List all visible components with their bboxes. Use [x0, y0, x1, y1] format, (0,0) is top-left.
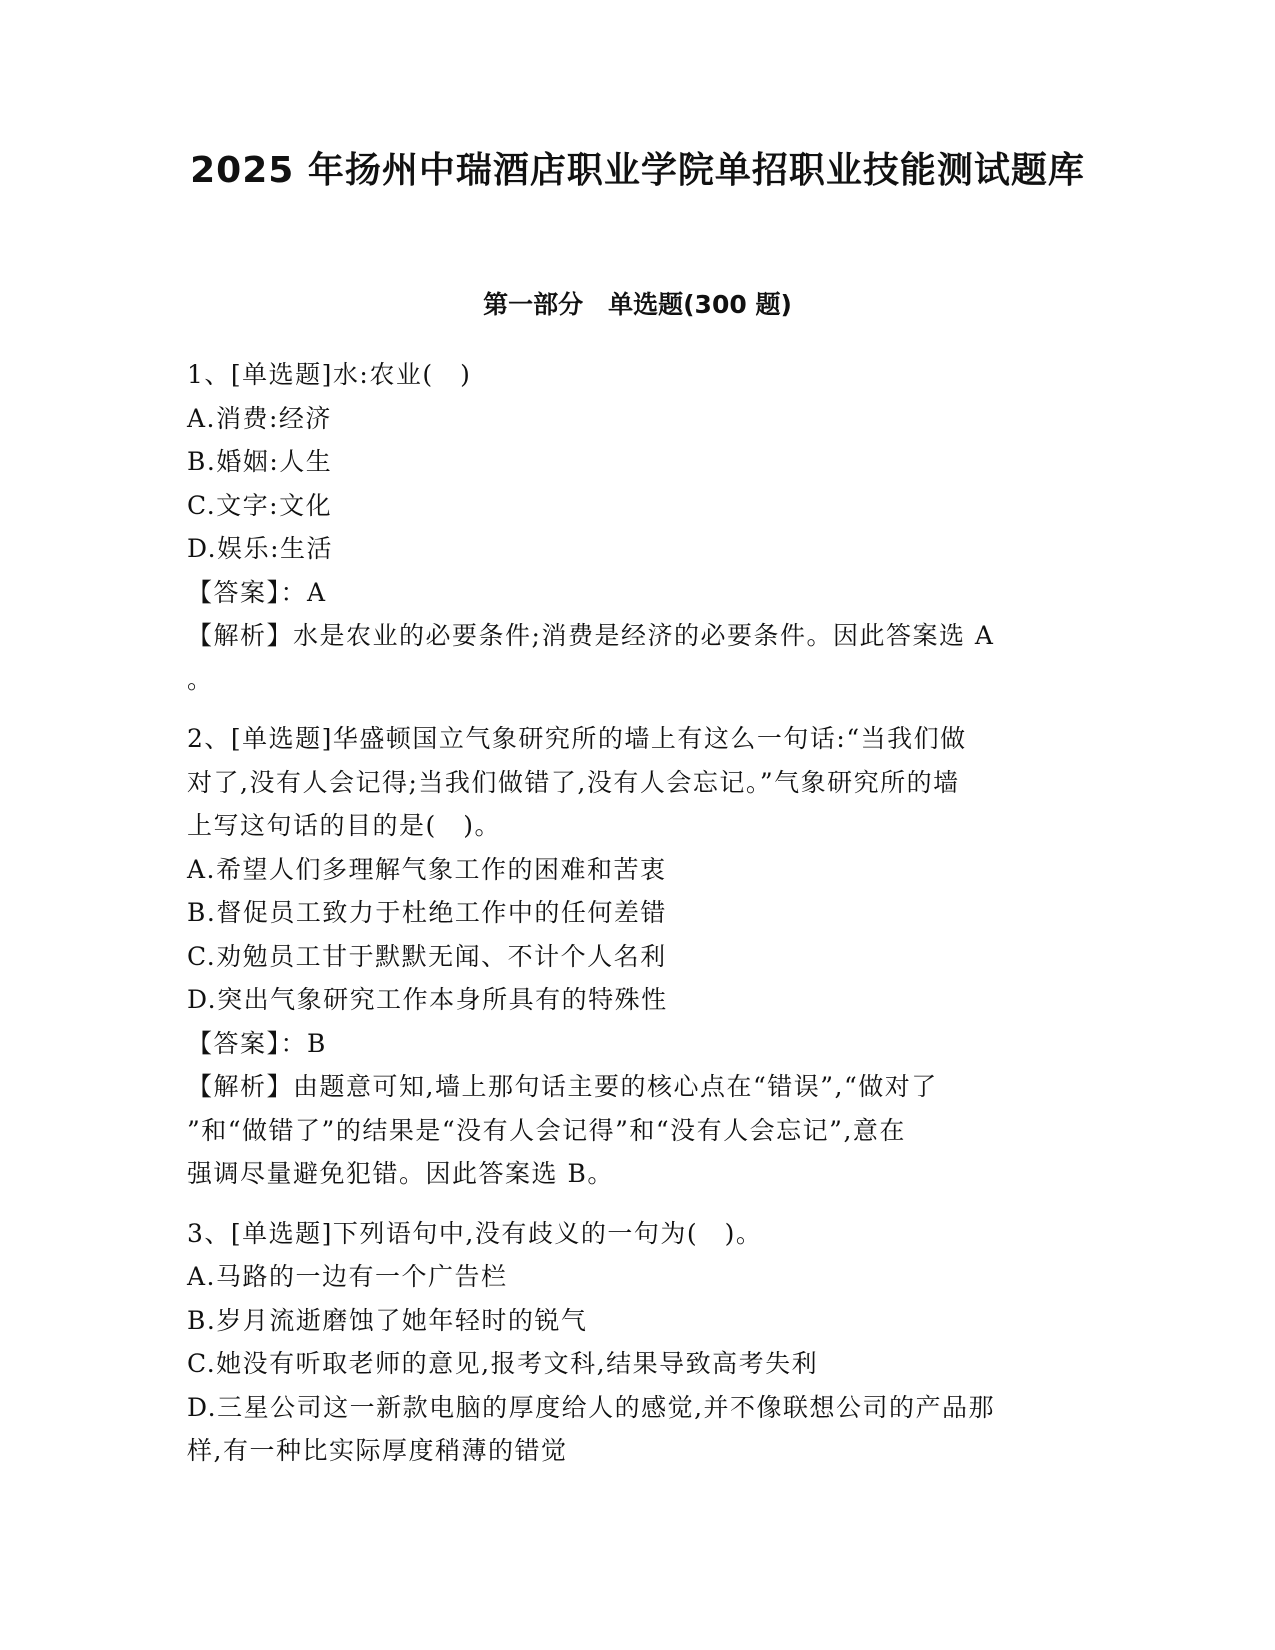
question-list	[187, 353, 1077, 1489]
question-2	[187, 717, 1077, 1196]
option-d-continued: 样,有一种比实际厚度稍薄的错觉	[187, 1436, 568, 1465]
option-c: C.文字:文化	[187, 490, 333, 520]
option-c: C.她没有听取老师的意见,报考文科,结果导致高考失利	[187, 1349, 819, 1378]
option-b: B.婚姻:人生	[187, 447, 333, 476]
answer-line	[187, 571, 1077, 615]
option-a: A.马路的一边有一个广告栏	[187, 1262, 508, 1291]
document-title: 2025 年扬州中瑞酒店职业学院单招职业技能测试题库	[190, 150, 1085, 191]
answer-line	[187, 1022, 1077, 1066]
analysis-text: ”和“做错了”的结果是“没有人会记得”和“没有人会忘记”,意在	[187, 1115, 906, 1145]
answer-value: ：A	[280, 577, 327, 607]
option-b: B.岁月流逝磨蚀了她年轻时的锐气	[187, 1305, 588, 1335]
question-stem: 3、[单选题]下列语句中,没有歧义的一句为( )。	[187, 1218, 763, 1248]
answer-value: ：B	[280, 1028, 327, 1058]
analysis-text: 。	[187, 664, 214, 694]
option-a: A.消费:经济	[187, 403, 332, 433]
question-1	[187, 353, 1077, 701]
option-d: D.三星公司这一新款电脑的厚度给人的感觉,并不像联想公司的产品那	[187, 1392, 996, 1422]
analysis-line	[187, 614, 1077, 658]
question-3	[187, 1212, 1077, 1473]
option-c: C.劝勉员工甘于默默无闻、不计个人名利	[187, 941, 667, 971]
question-stem: 2、[单选题]华盛顿国立气象研究所的墙上有这么一句话:“当我们做	[187, 724, 967, 753]
option-d: D.娱乐:生活	[187, 534, 334, 563]
answer-label: 【答案】	[187, 1028, 281, 1058]
option-d: D.突出气象研究工作本身所具有的特殊性	[187, 985, 668, 1014]
section-title: 第一部分 单选题(300 题)	[483, 290, 792, 319]
question-stem: 对了,没有人会记得;当我们做错了,没有人会忘记。”气象研究所的墙	[187, 767, 960, 797]
option-b: B.督促员工致力于杜绝工作中的任何差错	[187, 898, 667, 927]
analysis-text: 水是农业的必要条件;消费是经济的必要条件。因此答案选 A	[293, 621, 995, 650]
question-stem: 上写这句话的目的是( )。	[187, 811, 502, 840]
analysis-label: 【解析】	[187, 1072, 294, 1101]
analysis-line	[187, 1065, 1077, 1109]
question-stem: 1、[单选题]水:农业( )	[187, 360, 472, 389]
answer-label: 【答案】	[187, 577, 281, 607]
option-a: A.希望人们多理解气象工作的困难和苦衷	[187, 854, 667, 884]
analysis-text: 由题意可知,墙上那句话主要的核心点在“错误”,“做对了	[293, 1072, 938, 1101]
analysis-text: 强调尽量避免犯错。因此答案选 B。	[187, 1159, 614, 1188]
analysis-label: 【解析】	[187, 621, 294, 650]
